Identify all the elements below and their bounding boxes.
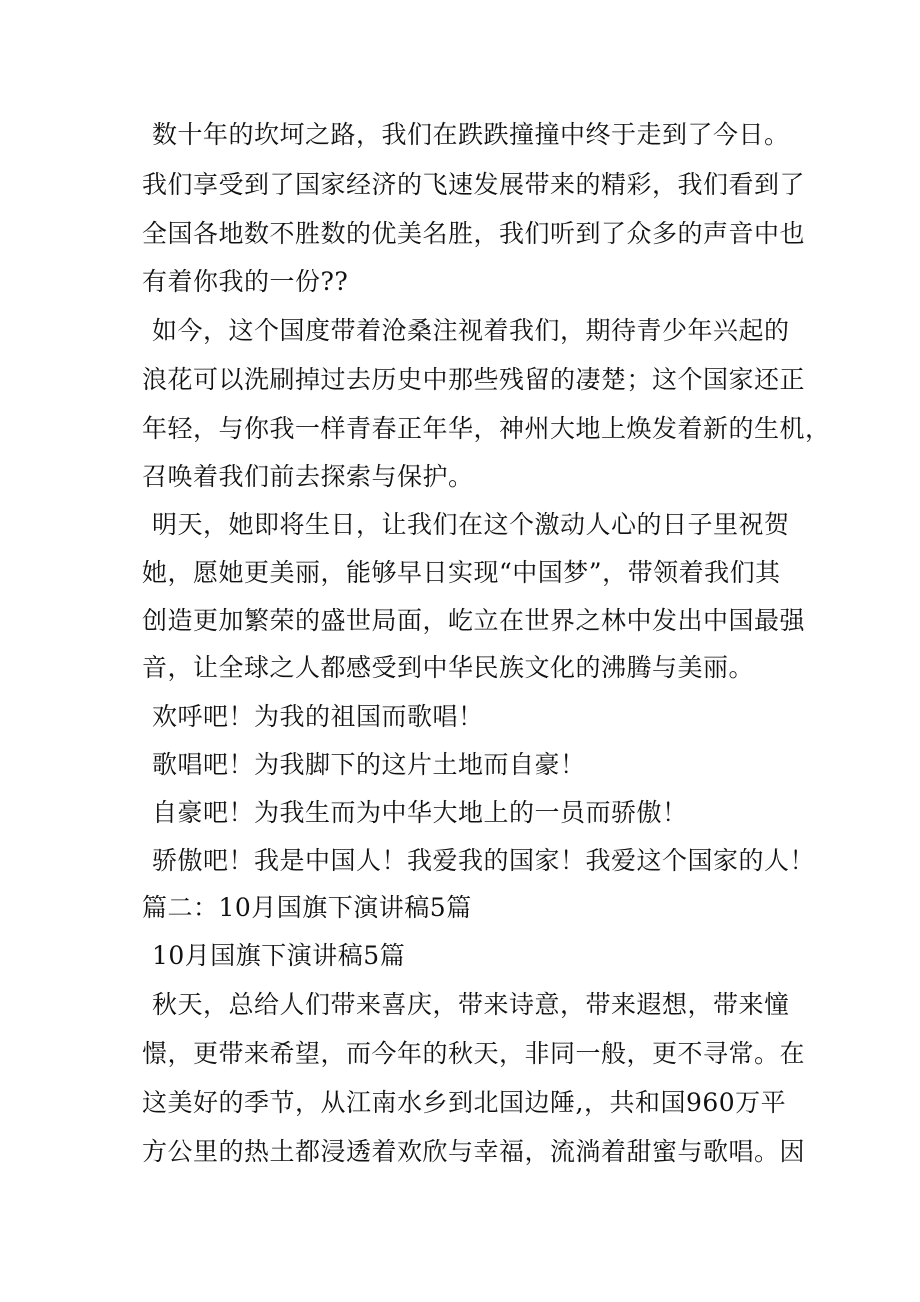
text-line: 有着你我的一份??	[142, 267, 349, 296]
section-heading: 篇二：10月国旗下演讲稿5篇	[142, 893, 472, 922]
text-line: 骄傲吧！我是中国人！我爱我的国家！我爱这个国家的人！	[152, 846, 816, 875]
text-line: 年轻，与你我一样青春正年华，神州大地上焕发着新的生机，	[142, 414, 831, 443]
text-line: 欢呼吧！为我的祖国而歌唱！	[152, 702, 484, 731]
text-line: 音，让全球之人都感受到中华民族文化的沸腾与美丽。	[142, 653, 755, 682]
text-line: 这美好的季节，从江南水乡到北国边陲,，共和国960万平	[142, 1088, 787, 1117]
text-line: 秋天，总给人们带来喜庆，带来诗意，带来遐想，带来憧	[152, 990, 790, 1019]
text-line: 召唤着我们前去探索与保护。	[142, 462, 474, 491]
text-line: 创造更加繁荣的盛世局面，屹立在世界之林中发出中国最强	[142, 606, 806, 635]
text-line: 明天，她即将生日，让我们在这个激动人心的日子里祝贺	[152, 510, 790, 539]
text-line: 浪花可以洗刷掉过去历史中那些残留的凄楚；这个国家还正	[142, 365, 806, 394]
text-line: 歌唱吧！为我脚下的这片土地而自豪！	[152, 750, 586, 779]
text-line: 自豪吧！为我生而为中华大地上的一员而骄傲！	[152, 798, 688, 827]
text-line: 她，愿她更美丽，能够早日实现“中国梦”，带领着我们其	[142, 558, 781, 587]
subtitle-line: 10月国旗下演讲稿5篇	[152, 941, 406, 970]
text-line: 数十年的坎坷之路，我们在跌跌撞撞中终于走到了今日。	[152, 120, 790, 149]
text-line: 方公里的热土都浸透着欢欣与幸福，流淌着甜蜜与歌唱。因	[142, 1137, 806, 1166]
text-line: 全国各地数不胜数的优美名胜，我们听到了众多的声音中也	[142, 219, 806, 248]
text-line: 如今，这个国度带着沧桑注视着我们，期待青少年兴起的	[152, 316, 790, 345]
text-line: 憬，更带来希望，而今年的秋天，非同一般，更不寻常。在	[142, 1039, 806, 1068]
text-line: 我们享受到了国家经济的飞速发展带来的精彩，我们看到了	[142, 170, 806, 199]
